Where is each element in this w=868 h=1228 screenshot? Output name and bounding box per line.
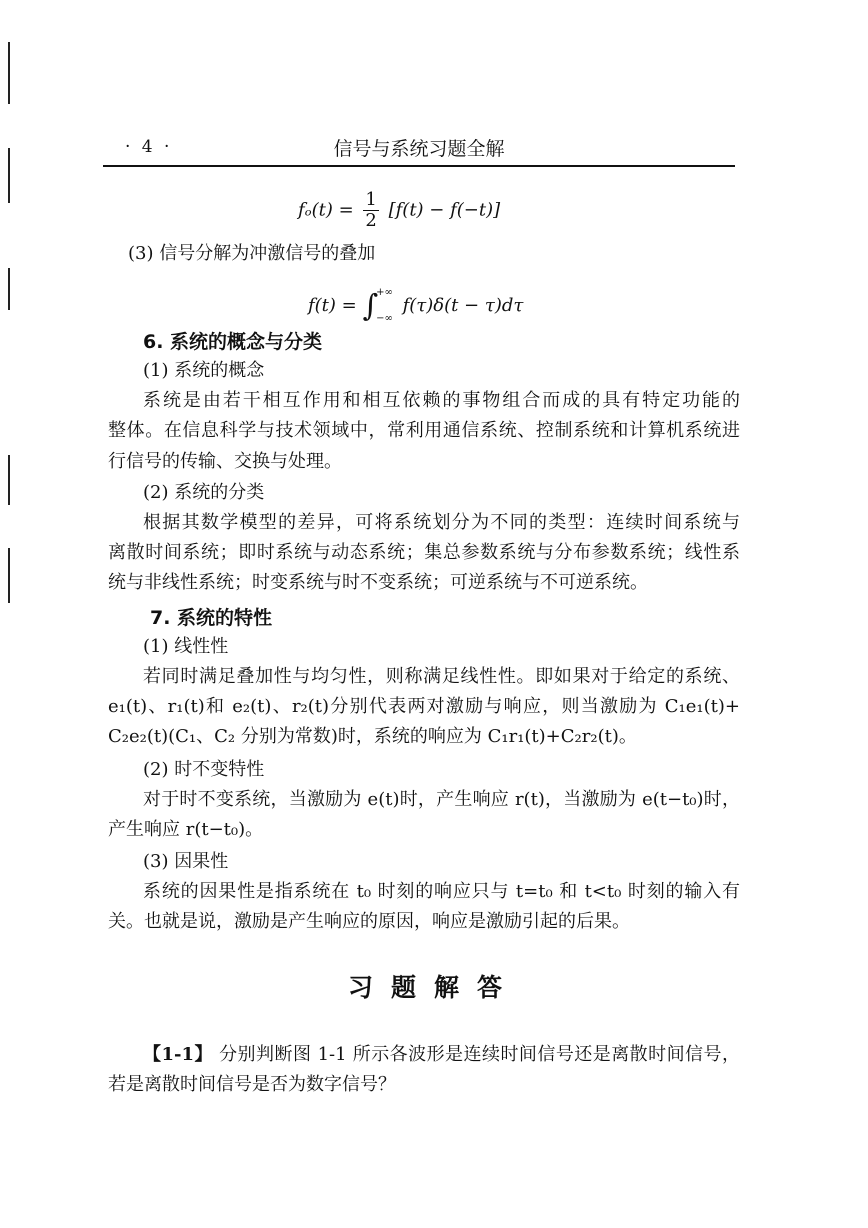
paragraph-line: 产生响应 r(t−t₀)。 [108,819,264,840]
odd-component-equation: fₒ(t) = $\frac{1}{2}$ [f(t) − f(−t)] [298,189,501,231]
problem-1-1 [143,1043,740,1067]
scan-edge-mark [8,548,10,603]
scan-edge-mark [8,42,10,104]
fraction: $\frac{1}{2}$ [365,189,377,231]
paragraph-line: 统与非线性系统；时变系统与时不变系统；可逆系统与不可逆系统。 [108,572,648,593]
scan-edge-mark [8,455,10,505]
paragraph-line: e₁(t)、r₁(t)和 e₂(t)、r₂(t)分别代表两对激励与响应，则当激励为 C₁e₁(t)+ [108,696,740,717]
paragraph-line: 行信号的传输、交换与处理。 [108,451,342,472]
page-header [103,127,735,165]
paragraph-line: 关。也就是说，激励是产生响应的原因，响应是激励引起的后果。 [108,911,630,932]
integral-limits: +∞ −∞ [376,287,393,324]
paragraph-line: 若同时满足叠加性与均匀性，则称满足线性性。即如果对于给定的系统、 [143,666,740,687]
paragraph-line: 对于时不变系统，当激励为 e(t)时，产生响应 r(t)，当激励为 e(t−t₀)时， [143,789,740,810]
scan-edge-mark [8,148,10,203]
paragraph-line: 系统是由若干相互作用和相互依赖的事物组合而成的具有特定功能的 [143,390,740,411]
subheading: (1) 线性性 [143,636,229,657]
impulse-integral-equation: f(t) = ∫ +∞ −∞ f(τ)δ(t − τ)dτ [308,280,523,332]
book-title: 信号与系统习题全解 [333,138,505,160]
scan-edge-mark [8,268,10,310]
subheading: (2) 系统的分类 [143,482,265,503]
problem-text: 分别判断图 1-1 所示各波形是连续时间信号还是离散时间信号， [219,1044,740,1065]
subheading: (1) 系统的概念 [143,360,265,381]
paragraph-line: 系统的因果性是指系统在 t₀ 时刻的响应只与 t=t₀ 和 t<t₀ 时刻的输入有 [143,881,740,902]
page-number: · 4 · [125,137,173,157]
subheading: (2) 时不变特性 [143,759,265,780]
paragraph-line: 根据其数学模型的差异，可将系统划分为不同的类型：连续时间系统与 [143,512,740,533]
item-impulse-decomposition: (3) 信号分解为冲激信号的叠加 [128,243,376,264]
subheading: (3) 因果性 [143,851,229,872]
paragraph-line: 离散时间系统；即时系统与动态系统；集总参数系统与分布参数系统；线性系 [108,542,740,563]
section-6-heading: 6. 系统的概念与分类 [143,331,323,353]
integral-sign: ∫ [362,288,379,324]
paragraph-line: C₂e₂(t)(C₁、C₂ 分别为常数)时，系统的响应为 C₁r₁(t)+C₂r₂(t)。 [108,726,637,747]
problem-id: 【1-1】 [143,1044,213,1065]
paragraph-line: 若是离散时间信号是否为数字信号？ [108,1074,396,1095]
header-rule [103,165,735,167]
section-7-heading: 7. 系统的特性 [150,607,273,629]
paragraph-line: 整体。在信息科学与技术领域中，常利用通信系统、控制系统和计算机系统进 [108,420,740,441]
answers-section-title: 习题解答 [347,973,520,1002]
